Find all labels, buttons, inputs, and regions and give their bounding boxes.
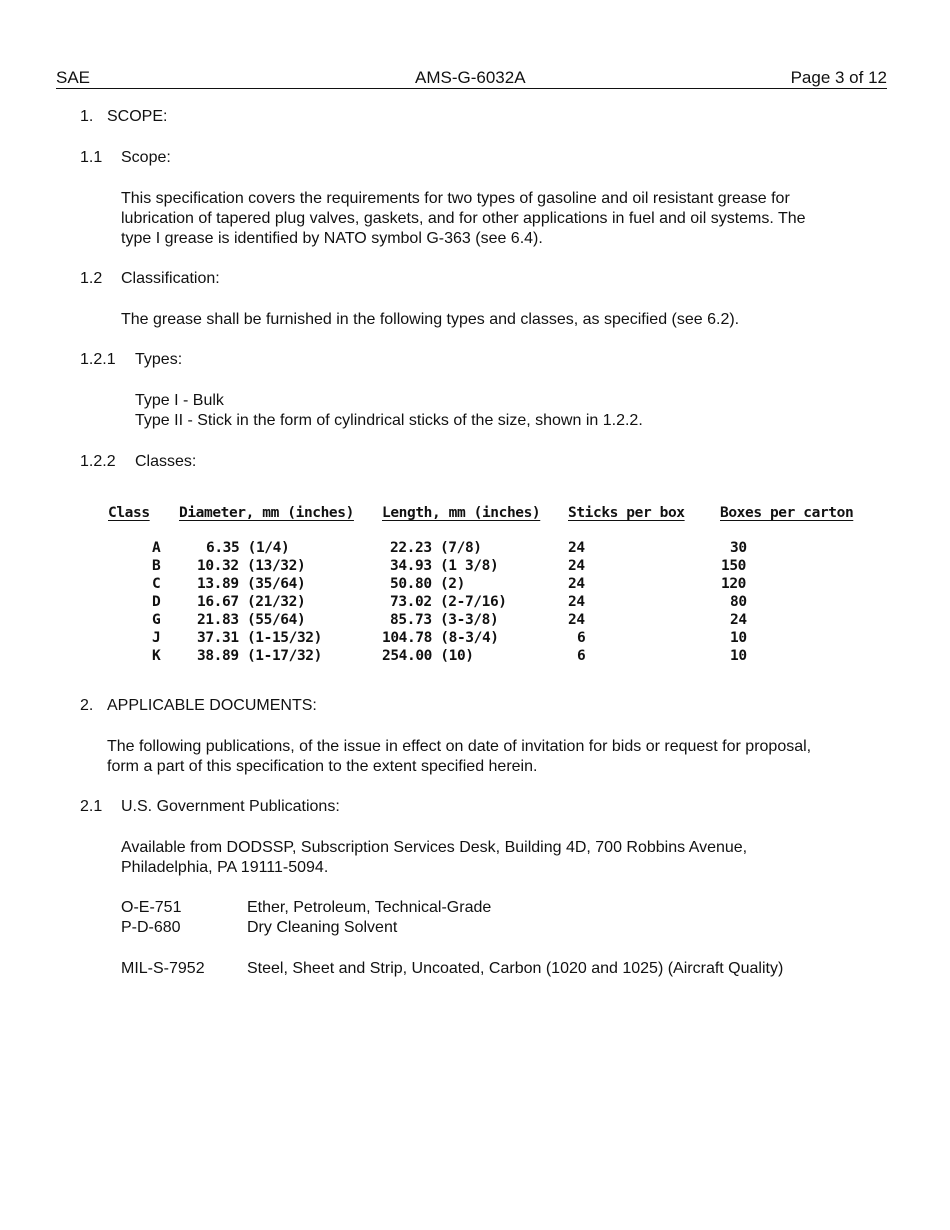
cell-sticks: 24: [568, 594, 585, 610]
cell-sticks: 24: [568, 540, 585, 556]
section-1-2-title: Classification:: [121, 270, 220, 287]
section-1-2-1-title: Types:: [135, 351, 183, 368]
scope-text-line-3: type I grease is identified by NATO symbol G-363 (see 6.4).: [121, 230, 543, 247]
applicable-docs-line-2: form a part of this specification to the extent specified herein.: [107, 758, 538, 775]
cell-boxes: 10: [730, 630, 747, 646]
cell-diameter: 38.89 (1-17/32): [197, 648, 322, 664]
cell-boxes: 80: [730, 594, 747, 610]
cell-sticks: 24: [568, 612, 585, 628]
doc-id: P-D-680: [121, 919, 181, 936]
table-header-boxes: Boxes per carton: [720, 505, 854, 521]
section-1-2-1-number: 1.2.1: [80, 351, 116, 368]
cell-diameter: 13.89 (35/64): [197, 576, 306, 592]
cell-diameter: 21.83 (55/64): [197, 612, 306, 628]
cell-sticks: 6: [577, 630, 586, 646]
type-1-line: Type I - Bulk: [135, 392, 224, 409]
cell-diameter: 16.67 (21/32): [197, 594, 306, 610]
header-doc-id: AMS-G-6032A: [415, 68, 526, 87]
section-1-2-number: 1.2: [80, 270, 103, 287]
cell-class: J: [152, 630, 161, 646]
scope-text-line-2: lubrication of tapered plug valves, gaskets, and for other applications in fuel and oil systems. The: [121, 210, 806, 227]
cell-class: D: [152, 594, 161, 610]
section-2-number: 2.: [80, 697, 94, 714]
cell-boxes: 30: [730, 540, 747, 556]
section-1-2-2-title: Classes:: [135, 453, 197, 470]
doc-description: Dry Cleaning Solvent: [247, 919, 398, 936]
table-header-sticks: Sticks per box: [568, 505, 685, 521]
section-2-title: APPLICABLE DOCUMENTS:: [107, 697, 317, 714]
cell-sticks: 6: [577, 648, 586, 664]
doc-id: MIL-S-7952: [121, 960, 205, 977]
cell-boxes: 120: [721, 576, 746, 592]
cell-boxes: 24: [730, 612, 747, 628]
header-org: SAE: [56, 68, 91, 87]
cell-class: A: [152, 540, 161, 556]
cell-length: 104.78 (8-3/4): [382, 630, 499, 646]
cell-class: C: [152, 576, 161, 592]
applicable-docs-line-1: The following publications, of the issue in effect on date of invitation for bids or request for proposal,: [107, 738, 812, 755]
cell-length: 34.93 (1 3/8): [390, 558, 499, 574]
section-1-1-number: 1.1: [80, 149, 103, 166]
page-header: [56, 68, 887, 89]
section-1-title: SCOPE:: [107, 108, 168, 125]
cell-length: 50.80 (2): [390, 576, 465, 592]
type-2-line: Type II - Stick in the form of cylindrical sticks of the size, shown in 1.2.2.: [135, 412, 643, 429]
cell-sticks: 24: [568, 558, 585, 574]
cell-diameter: 37.31 (1-15/32): [197, 630, 322, 646]
table-header-length: Length, mm (inches): [382, 505, 541, 521]
scope-text-line-1: This specification covers the requirements for two types of gasoline and oil resistant grease for: [121, 190, 790, 207]
availability-line-1: Available from DODSSP, Subscription Services Desk, Building 4D, 700 Robbins Avenue,: [121, 839, 748, 856]
section-2-1-number: 2.1: [80, 798, 103, 815]
table-header-diameter: Diameter, mm (inches): [179, 505, 354, 521]
cell-length: 85.73 (3-3/8): [390, 612, 499, 628]
doc-id: O-E-751: [121, 899, 182, 916]
cell-diameter: 10.32 (13/32): [197, 558, 306, 574]
section-2-1-title: U.S. Government Publications:: [121, 798, 340, 815]
cell-class: G: [152, 612, 161, 628]
classification-text: The grease shall be furnished in the following types and classes, as specified (see 6.2).: [121, 311, 740, 328]
cell-boxes: 150: [721, 558, 746, 574]
doc-description: Ether, Petroleum, Technical-Grade: [247, 899, 492, 916]
cell-length: 73.02 (2-7/16): [390, 594, 507, 610]
availability-line-2: Philadelphia, PA 19111-5094.: [121, 859, 329, 876]
cell-diameter: 6.35 (1/4): [206, 540, 290, 556]
cell-length: 22.23 (7/8): [390, 540, 482, 556]
cell-length: 254.00 (10): [382, 648, 474, 664]
header-page-number: Page 3 of 12: [790, 68, 887, 87]
cell-boxes: 10: [730, 648, 747, 664]
section-1-number: 1.: [80, 108, 94, 125]
cell-class: K: [152, 648, 161, 664]
section-1-1-title: Scope:: [121, 149, 171, 166]
section-1-2-2-number: 1.2.2: [80, 453, 116, 470]
cell-class: B: [152, 558, 161, 574]
table-header-class: Class: [108, 505, 150, 521]
cell-sticks: 24: [568, 576, 585, 592]
doc-description: Steel, Sheet and Strip, Uncoated, Carbon (1020 and 1025) (Aircraft Quality): [247, 960, 784, 977]
